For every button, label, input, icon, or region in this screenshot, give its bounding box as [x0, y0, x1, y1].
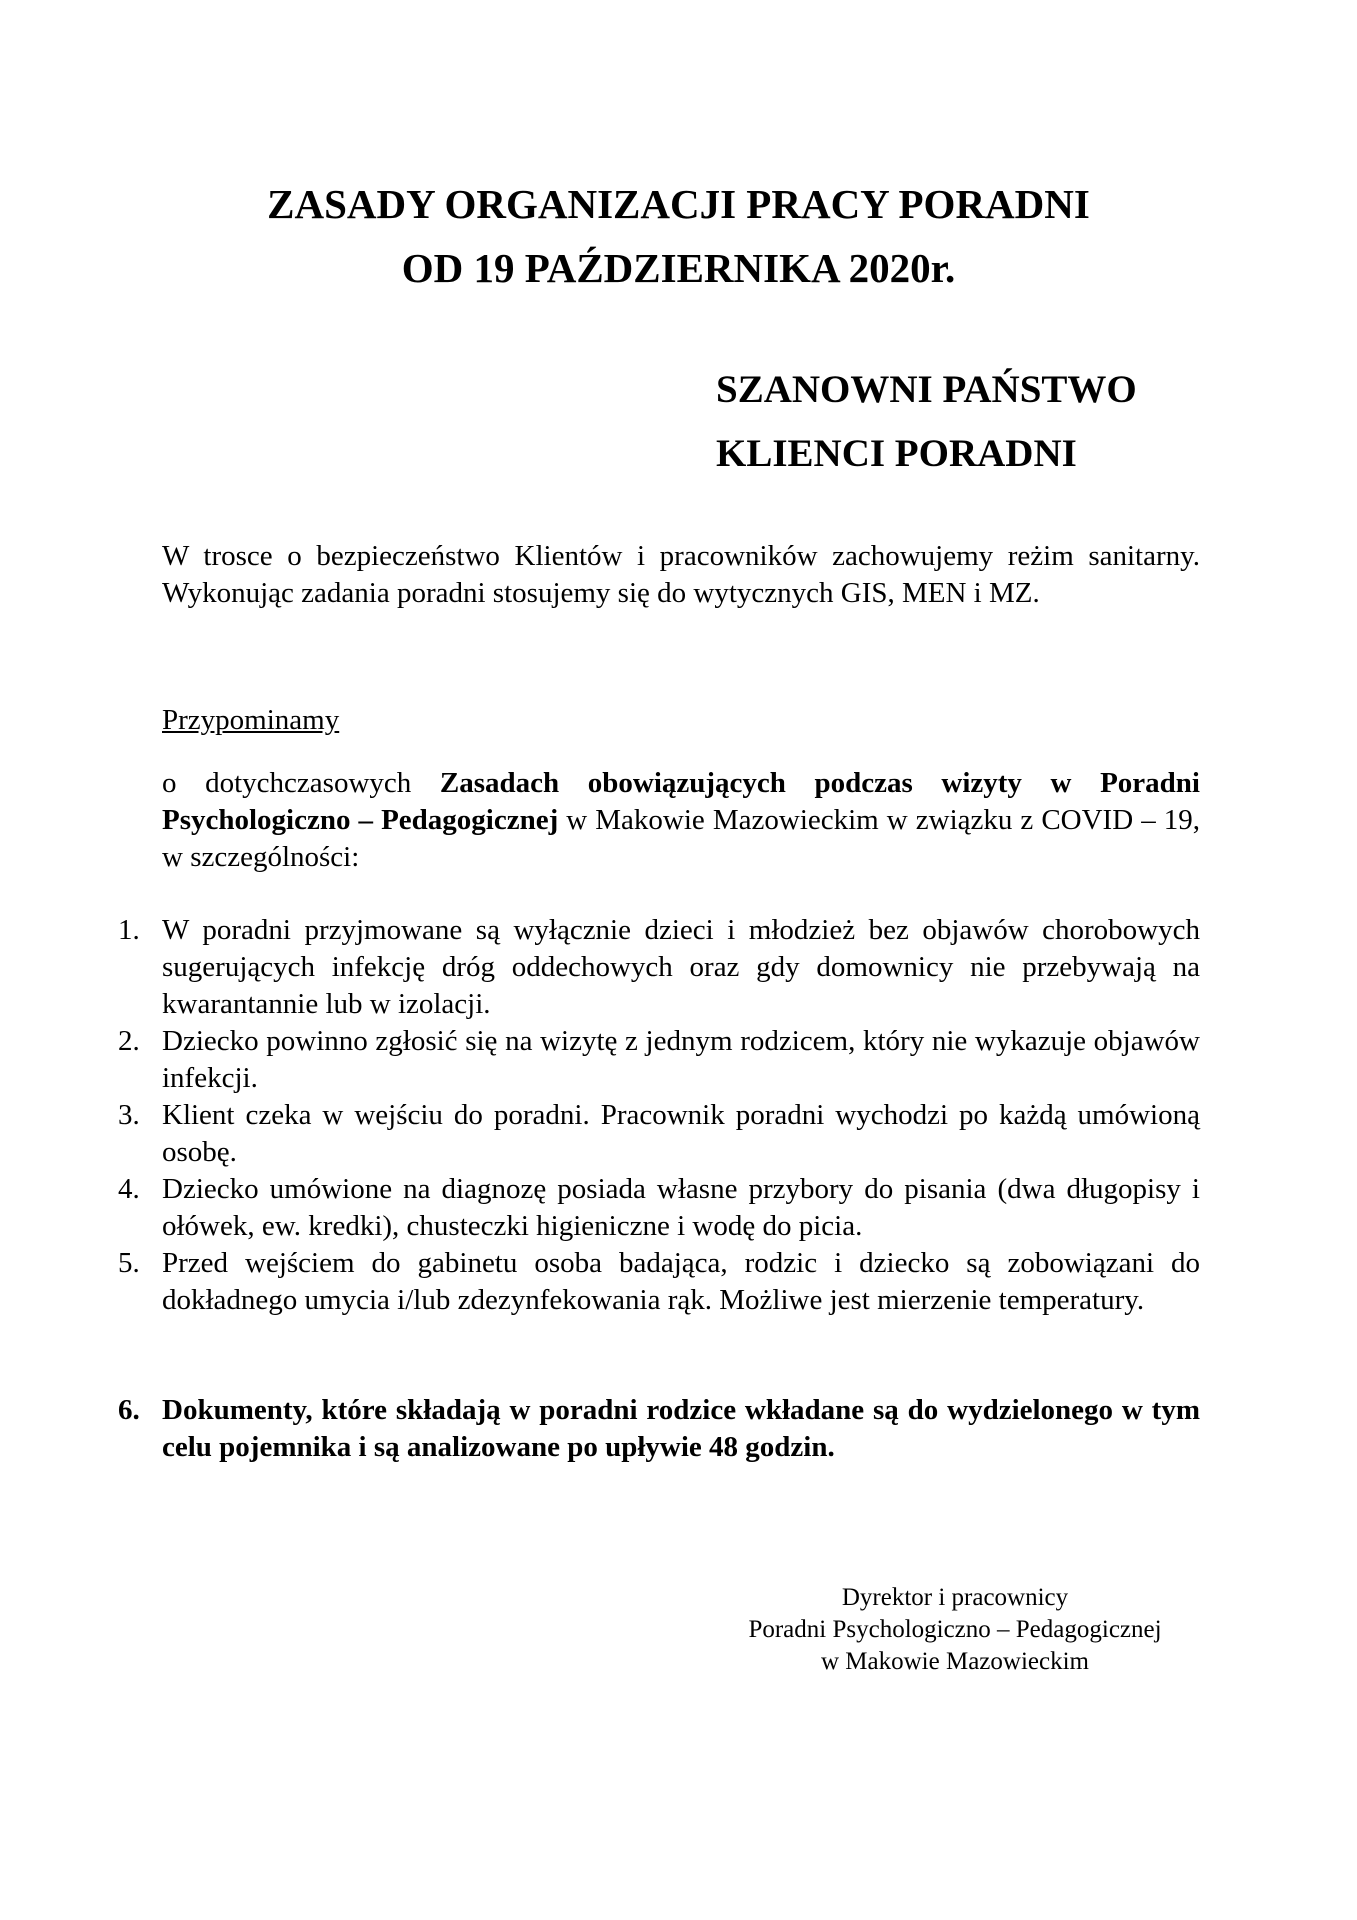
lead-text-bold: Zasadach obowiązujących podczas wizyty w Poradni Psychologiczno – Pedagogicznej	[162, 767, 1200, 836]
bold-rule-list	[118, 1392, 1200, 1466]
reminder-heading: Przypominamy	[162, 704, 340, 736]
salutation	[716, 358, 1137, 486]
lead-text-before: o dotychczasowych	[162, 767, 440, 799]
title-line-2: OD 19 PAŹDZIERNIKA 2020r.	[401, 245, 956, 291]
signature-line-3: w Makowie Mazowieckim	[821, 1648, 1089, 1675]
list-item	[118, 1097, 1200, 1171]
list-item-number: 6.	[118, 1394, 140, 1426]
list-item-text: Dokumenty, które składają w poradni rodzice wkładane są do wydzielonego w tym celu pojemnika i są analizowane po upływie 48 godzin.	[162, 1394, 1200, 1463]
list-item-number: 2.	[118, 1025, 140, 1057]
lead-text-after: w Makowie Mazowieckim w związku z COVID – 19, w szczególności:	[162, 804, 1200, 873]
list-item-text: W poradni przyjmowane są wyłącznie dzieci i młodzież bez objawów chorobowych sugerujących infekcję dróg oddechowych oraz gdy domownicy nie przebywają na kwarantannie lub w izolacji.	[162, 914, 1200, 1020]
list-item-text: Dziecko umówione na diagnozę posiada własne przybory do pisania (dwa długopisy i ołówek, ew. kredki), chusteczki higieniczne i wodę do picia.	[162, 1173, 1200, 1242]
list-item	[118, 1171, 1200, 1245]
list-item-number: 1.	[118, 914, 140, 946]
signature-line-1: Dyrektor i pracownicy	[841, 1584, 1069, 1611]
rules-list	[118, 912, 1200, 1319]
signature-line-2: Poradni Psychologiczno – Pedagogicznej	[748, 1616, 1162, 1643]
list-item	[118, 1023, 1200, 1097]
list-item-number: 4.	[118, 1173, 140, 1205]
salutation-line-2: KLIENCI PORADNI	[716, 432, 1077, 475]
salutation-line-1: SZANOWNI PAŃSTWO	[716, 368, 1137, 411]
document-title	[0, 172, 1357, 300]
list-item-text: Przed wejściem do gabinetu osoba badająca, rodzic i dziecko są zobowiązani do dokładnego umycia i/lub zdezynfekowania rąk. Możliwe jest mierzenie temperatury.	[162, 1247, 1200, 1316]
list-item	[118, 1245, 1200, 1319]
title-line-1: ZASADY ORGANIZACJI PRACY PORADNI	[267, 181, 1090, 227]
list-item-text: Dziecko powinno zgłosić się na wizytę z jednym rodzicem, który nie wykazuje objawów infekcji.	[162, 1025, 1200, 1094]
lead-paragraph	[162, 765, 1200, 876]
list-item-text: Klient czeka w wejściu do poradni. Pracownik poradni wychodzi po każdą umówioną osobę.	[162, 1099, 1200, 1168]
signature-block	[700, 1582, 1210, 1678]
list-item	[118, 1392, 1200, 1466]
list-item	[118, 912, 1200, 1023]
list-item-number: 5.	[118, 1247, 140, 1279]
list-item-number: 3.	[118, 1099, 140, 1131]
intro-paragraph: W trosce o bezpieczeństwo Klientów i pracowników zachowujemy reżim sanitarny. Wykonując zadania poradni stosujemy się do wytycznych GIS, MEN i MZ.	[162, 540, 1200, 609]
